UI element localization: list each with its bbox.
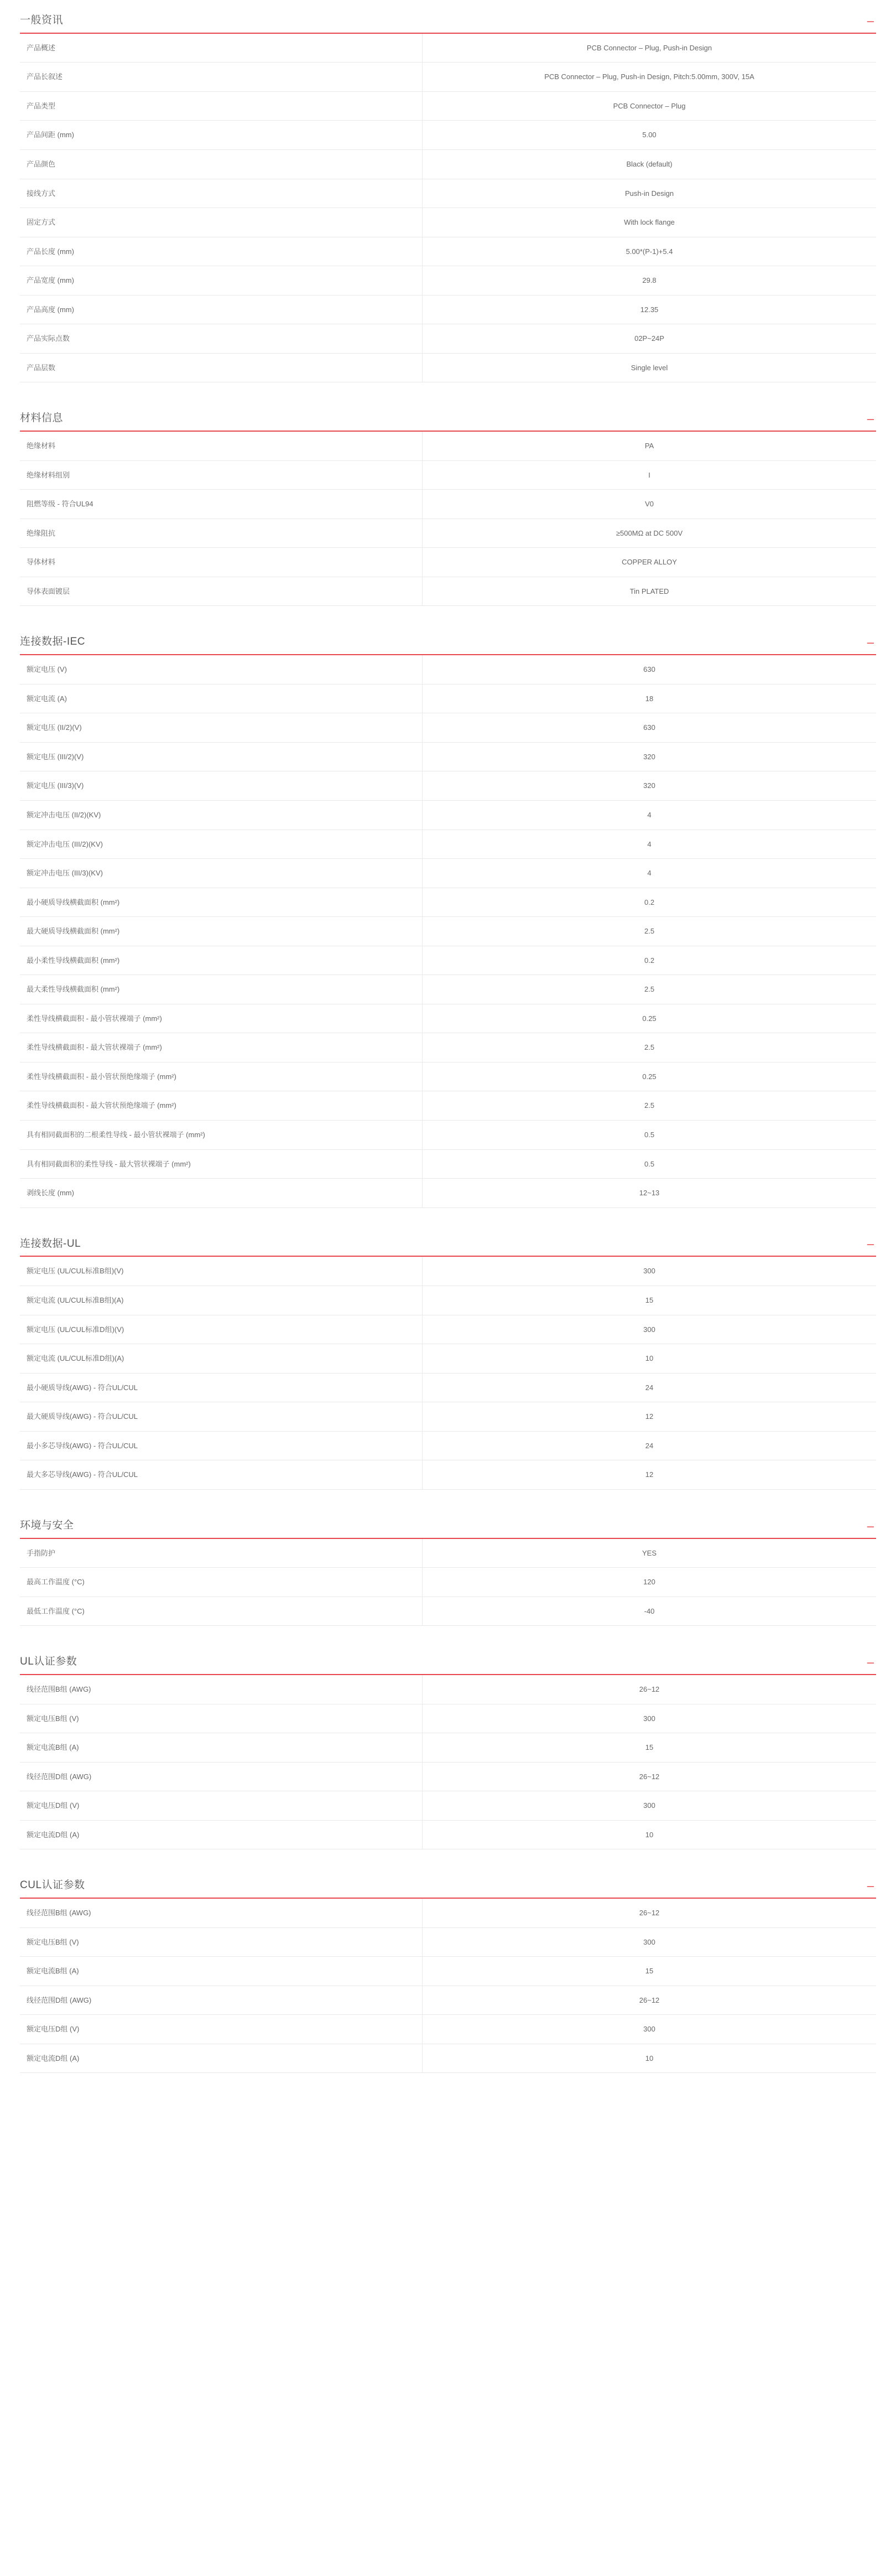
spec-section [0,1238,896,1490]
spec-key: 导体表面镀层 [20,577,423,606]
spec-value: 300 [643,1714,655,1723]
spec-value: Push-in Design [624,189,674,198]
spec-key: 具有相同截面积的柔性导线 - 最大管状裸端子 (mm²) [20,1149,423,1179]
spec-key: 额定电流B组 (A) [20,1733,423,1763]
spec-value: Black (default) [626,159,673,168]
spec-key: 产品实际点数 [20,324,423,354]
spec-key: 最小硬质导线横截面积 (mm²) [20,888,423,917]
table-row [20,1957,876,1986]
spec-key: 额定电压 (II/2)(V) [20,713,423,743]
spec-key: 阻燃等级 - 符合UL94 [20,490,423,519]
spec-key: 额定电流 (UL/CUL标准D组)(A) [20,1344,423,1373]
spec-value: 2.5 [644,1101,655,1110]
spec-section [0,1520,896,1626]
spec-key: 最大多芯导线(AWG) - 符合UL/CUL [20,1460,423,1490]
spec-key: 最小多芯导线(AWG) - 符合UL/CUL [20,1431,423,1460]
spec-key: 最大硬质导线横截面积 (mm²) [20,917,423,946]
table-row [20,548,876,577]
spec-key: 最大硬质导线(AWG) - 符合UL/CUL [20,1402,423,1432]
spec-section [0,636,896,1207]
spec-key: 额定电压 (III/3)(V) [20,771,423,801]
table-row [20,1402,876,1432]
spec-value: 2.5 [644,1043,655,1052]
spec-value: 0.25 [642,1072,657,1081]
table-row [20,63,876,92]
spec-key: 产品间距 (mm) [20,121,423,150]
section-title: 连接数据-IEC [20,636,86,648]
spec-value: 10 [645,1830,654,1839]
table-row [20,1899,876,1927]
spec-key: 线径范围B组 (AWG) [20,1899,423,1927]
spec-value: 5.00 [642,131,657,139]
table-row [20,266,876,296]
spec-value: 02P~24P [634,334,664,343]
table-row [20,208,876,237]
spec-value: 26~12 [639,1772,660,1781]
table-row [20,353,876,382]
table-row [20,237,876,266]
section-title-row [20,14,876,34]
spec-value: 300 [643,2025,655,2034]
spec-value: I [648,470,650,479]
spec-section [0,1656,896,1849]
spec-value: 12 [645,1412,654,1421]
table-row [20,2044,876,2073]
section-header [0,1656,896,1675]
spec-section [0,1879,896,2073]
spec-key: 产品类型 [20,91,423,121]
table-row [20,1315,876,1344]
spec-value: ≥500MΩ at DC 500V [616,528,683,537]
table-row [20,490,876,519]
spec-value: 26~12 [639,1685,660,1694]
table-row [20,34,876,63]
spec-key: 绝缘阻抗 [20,519,423,548]
table-row [20,324,876,354]
spec-key: 绝缘材料 [20,432,423,460]
section-collapse-toggle[interactable]: – [867,1879,874,1893]
table-row [20,1091,876,1121]
spec-key: 产品长度 (mm) [20,237,423,266]
spec-value: Single level [631,363,668,372]
table-row [20,917,876,946]
table-row [20,1033,876,1062]
spec-key: 手指防护 [20,1539,423,1568]
spec-key: 额定电流 (A) [20,684,423,713]
table-row [20,1431,876,1460]
section-collapse-toggle[interactable]: – [867,1237,874,1251]
spec-key: 额定冲击电压 (II/2)(KV) [20,800,423,830]
spec-key: 柔性导线横截面积 - 最小管状预绝缘端子 (mm²) [20,1062,423,1091]
table-row [20,888,876,917]
spec-sheet-page [0,14,896,2106]
table-row [20,742,876,771]
table-row [20,830,876,859]
section-title-row [20,1656,876,1675]
spec-table [20,1539,876,1626]
spec-key: 额定电压 (III/2)(V) [20,742,423,771]
spec-key: 额定电压D组 (V) [20,2015,423,2044]
spec-value: 300 [643,1937,655,1946]
spec-key: 最小柔性导线横截面积 (mm²) [20,946,423,975]
spec-table [20,1257,876,1489]
table-row [20,1149,876,1179]
spec-key: 接线方式 [20,179,423,208]
section-title-row [20,1520,876,1539]
table-row [20,460,876,490]
section-title: CUL认证参数 [20,1879,85,1891]
table-row [20,1257,876,1286]
table-row [20,1460,876,1490]
table-row [20,1373,876,1402]
section-header [0,1520,896,1539]
spec-value: 4 [647,839,652,848]
table-row [20,946,876,975]
table-row [20,1568,876,1597]
table-row [20,1344,876,1373]
spec-value: 0.5 [644,1159,655,1168]
spec-key: 具有相同截面积的二根柔性导线 - 最小管状裸端子 (mm²) [20,1120,423,1149]
table-row [20,1820,876,1849]
spec-value: -40 [644,1606,655,1615]
spec-key: 产品宽度 (mm) [20,266,423,296]
spec-value: 0.2 [644,956,655,965]
spec-key: 导体材料 [20,548,423,577]
table-row [20,1675,876,1704]
spec-value: 4 [647,810,652,819]
table-row [20,1004,876,1033]
section-title: UL认证参数 [20,1656,77,1668]
table-row [20,1597,876,1626]
spec-value: 15 [645,1967,654,1976]
table-row [20,1986,876,2015]
table-row [20,1733,876,1763]
spec-value: 12.35 [640,305,659,314]
table-row [20,519,876,548]
table-row [20,1286,876,1315]
table-row [20,1179,876,1208]
spec-value: 0.25 [642,1014,657,1023]
spec-value: 2.5 [644,985,655,994]
table-row [20,800,876,830]
section-collapse-toggle[interactable]: – [867,412,874,426]
table-row [20,1927,876,1957]
spec-section [0,412,896,606]
spec-key: 额定电压B组 (V) [20,1927,423,1957]
spec-key: 额定电流D组 (A) [20,1820,423,1849]
table-row [20,91,876,121]
spec-key: 线径范围D组 (AWG) [20,1986,423,2015]
spec-key: 线径范围D组 (AWG) [20,1762,423,1791]
table-row [20,577,876,606]
spec-value: 5.00*(P-1)+5.4 [626,247,673,256]
spec-value: 0.5 [644,1130,655,1139]
spec-key: 额定冲击电压 (III/3)(KV) [20,859,423,888]
spec-table [20,655,876,1207]
spec-key: 最低工作温度 (°C) [20,1597,423,1626]
spec-table [20,432,876,606]
spec-value: 26~12 [639,1996,660,2004]
spec-value: PCB Connector – Plug, Push-in Design [586,43,712,52]
spec-value: 18 [645,694,654,703]
table-row [20,684,876,713]
spec-value: 10 [645,1354,654,1363]
spec-value: 320 [643,752,655,761]
spec-key: 产品颜色 [20,149,423,179]
spec-key: 固定方式 [20,208,423,237]
spec-key: 额定电压D组 (V) [20,1791,423,1821]
section-header [0,1879,896,1899]
spec-key: 额定电流 (UL/CUL标准B组)(A) [20,1286,423,1315]
section-header [0,412,896,432]
spec-key: 额定电流B组 (A) [20,1957,423,1986]
table-row [20,121,876,150]
spec-key: 线径范围B组 (AWG) [20,1675,423,1704]
spec-key: 产品长叙述 [20,63,423,92]
spec-value: 12 [645,1470,654,1479]
section-collapse-toggle[interactable]: – [867,1655,874,1670]
spec-table [20,1675,876,1849]
spec-value: PCB Connector – Plug, Push-in Design, Pitch:5.00mm, 300V, 15A [544,72,754,81]
table-row [20,1120,876,1149]
spec-key: 最小硬质导线(AWG) - 符合UL/CUL [20,1373,423,1402]
section-header [0,636,896,655]
spec-key: 柔性导线横截面积 - 最小管状裸端子 (mm²) [20,1004,423,1033]
section-title-row [20,412,876,432]
spec-key: 额定电流D组 (A) [20,2044,423,2073]
spec-value: 630 [643,665,655,674]
spec-key: 柔性导线横截面积 - 最大管状裸端子 (mm²) [20,1033,423,1062]
section-title-row [20,636,876,655]
spec-value: V0 [645,500,654,509]
section-title: 环境与安全 [20,1519,74,1531]
section-title: 材料信息 [20,412,64,424]
spec-value: 24 [645,1383,654,1392]
spec-key: 产品层数 [20,353,423,382]
table-row [20,432,876,460]
table-row [20,771,876,801]
table-row [20,1704,876,1733]
table-row [20,295,876,324]
spec-value: With lock flange [624,218,675,227]
table-row [20,179,876,208]
spec-value: 630 [643,723,655,732]
table-row [20,655,876,684]
spec-value: 300 [643,1325,655,1334]
spec-key: 剥线长度 (mm) [20,1179,423,1208]
spec-value: COPPER ALLOY [622,558,677,567]
spec-value: 300 [643,1801,655,1810]
section-title-row [20,1879,876,1899]
table-row [20,1539,876,1568]
spec-value: 320 [643,781,655,790]
section-collapse-toggle[interactable]: – [867,13,874,28]
spec-value: 26~12 [639,1909,660,1917]
table-row [20,149,876,179]
table-row [20,713,876,743]
spec-value: 12~13 [639,1189,660,1198]
spec-value: 120 [643,1578,655,1587]
spec-value: 10 [645,2054,654,2062]
spec-key: 额定冲击电压 (III/2)(KV) [20,830,423,859]
spec-key: 额定电压 (UL/CUL标准D组)(V) [20,1315,423,1344]
spec-value: 2.5 [644,927,655,936]
spec-key: 绝缘材料组别 [20,460,423,490]
spec-key: 柔性导线横截面积 - 最大管状预绝缘端子 (mm²) [20,1091,423,1121]
spec-table [20,34,876,383]
spec-table [20,1899,876,2073]
spec-value: YES [642,1548,657,1557]
section-collapse-toggle[interactable]: – [867,1518,874,1533]
section-collapse-toggle[interactable]: – [867,635,874,650]
table-row [20,1791,876,1821]
spec-key: 额定电压B组 (V) [20,1704,423,1733]
spec-key: 产品高度 (mm) [20,295,423,324]
spec-value: 24 [645,1441,654,1450]
spec-value: 0.2 [644,898,655,906]
spec-key: 最大柔性导线横截面积 (mm²) [20,975,423,1004]
spec-value: PA [644,442,654,450]
spec-value: 15 [645,1743,654,1752]
section-title: 一般资讯 [20,14,64,26]
spec-key: 额定电压 (UL/CUL标准B组)(V) [20,1257,423,1286]
section-title: 连接数据-UL [20,1237,81,1250]
spec-key: 最高工作温度 (°C) [20,1568,423,1597]
spec-value: 4 [647,869,652,878]
table-row [20,1062,876,1091]
table-row [20,2015,876,2044]
spec-value: 29.8 [642,276,657,285]
spec-section [0,14,896,382]
section-title-row [20,1238,876,1257]
table-row [20,859,876,888]
spec-key: 额定电压 (V) [20,655,423,684]
spec-value: 15 [645,1295,654,1304]
table-row [20,975,876,1004]
table-row [20,1762,876,1791]
section-header [0,14,896,34]
spec-value: Tin PLATED [629,587,669,595]
spec-key: 产品概述 [20,34,423,63]
section-header [0,1238,896,1257]
spec-value: PCB Connector – Plug [613,101,686,110]
spec-value: 300 [643,1267,655,1276]
